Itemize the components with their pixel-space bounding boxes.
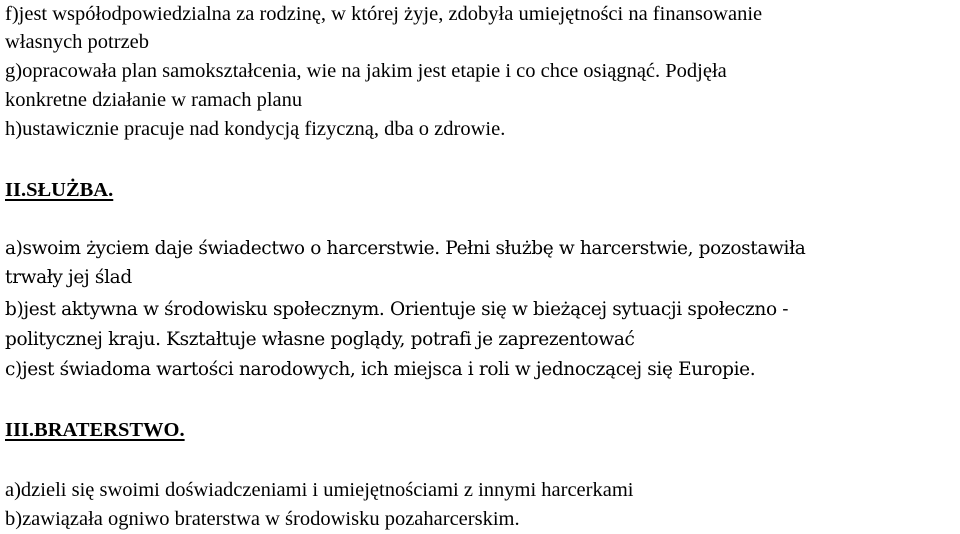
item-g-line-1: g)opracowała plan samokształcenia, wie na jakim jest etapie i co chce osiągnąć. Podjęła (5, 60, 727, 82)
item-h: h)ustawicznie pracuje nad kondycją fizyczną, dba o zdrowie. (5, 118, 506, 140)
item-a-line-1: a)swoim życiem daje świadectwo o harcerstwie. Pełni służbę w harcerstwie, pozostawiła (5, 238, 806, 259)
item-f-line-1: f)jest współodpowiedzialna za rodzinę, w której żyje, zdobyła umiejętności na finansowanie (5, 3, 763, 25)
item-a-line-2: trwały jej ślad (5, 267, 132, 288)
item-c: c)jest świadoma wartości narodowych, ich miejsca i roli w jednoczącej się Europie. (5, 359, 756, 380)
section-heading-braterstwo: III.BRATERSTWO. (5, 419, 185, 441)
item-a-braterstwo: a)dzieli się swoimi doświadczeniami i umiejętnościami z innymi harcerkami (5, 479, 634, 501)
item-b-line-1: b)jest aktywna w środowisku społecznym. Orientuje się w bieżącej sytuacji społeczno - (5, 299, 789, 320)
item-b-braterstwo: b)zawiązała ogniwo braterstwa w środowisku pozaharcerskim. (5, 508, 520, 530)
section-heading-sluzba: II.SŁUŻBA. (5, 179, 114, 201)
item-b-line-2: politycznej kraju. Kształtuje własne poglądy, potrafi je zaprezentować (5, 329, 635, 350)
item-f-line-2: własnych potrzeb (5, 31, 150, 53)
item-g-line-2: konkretne działanie w ramach planu (5, 89, 303, 111)
